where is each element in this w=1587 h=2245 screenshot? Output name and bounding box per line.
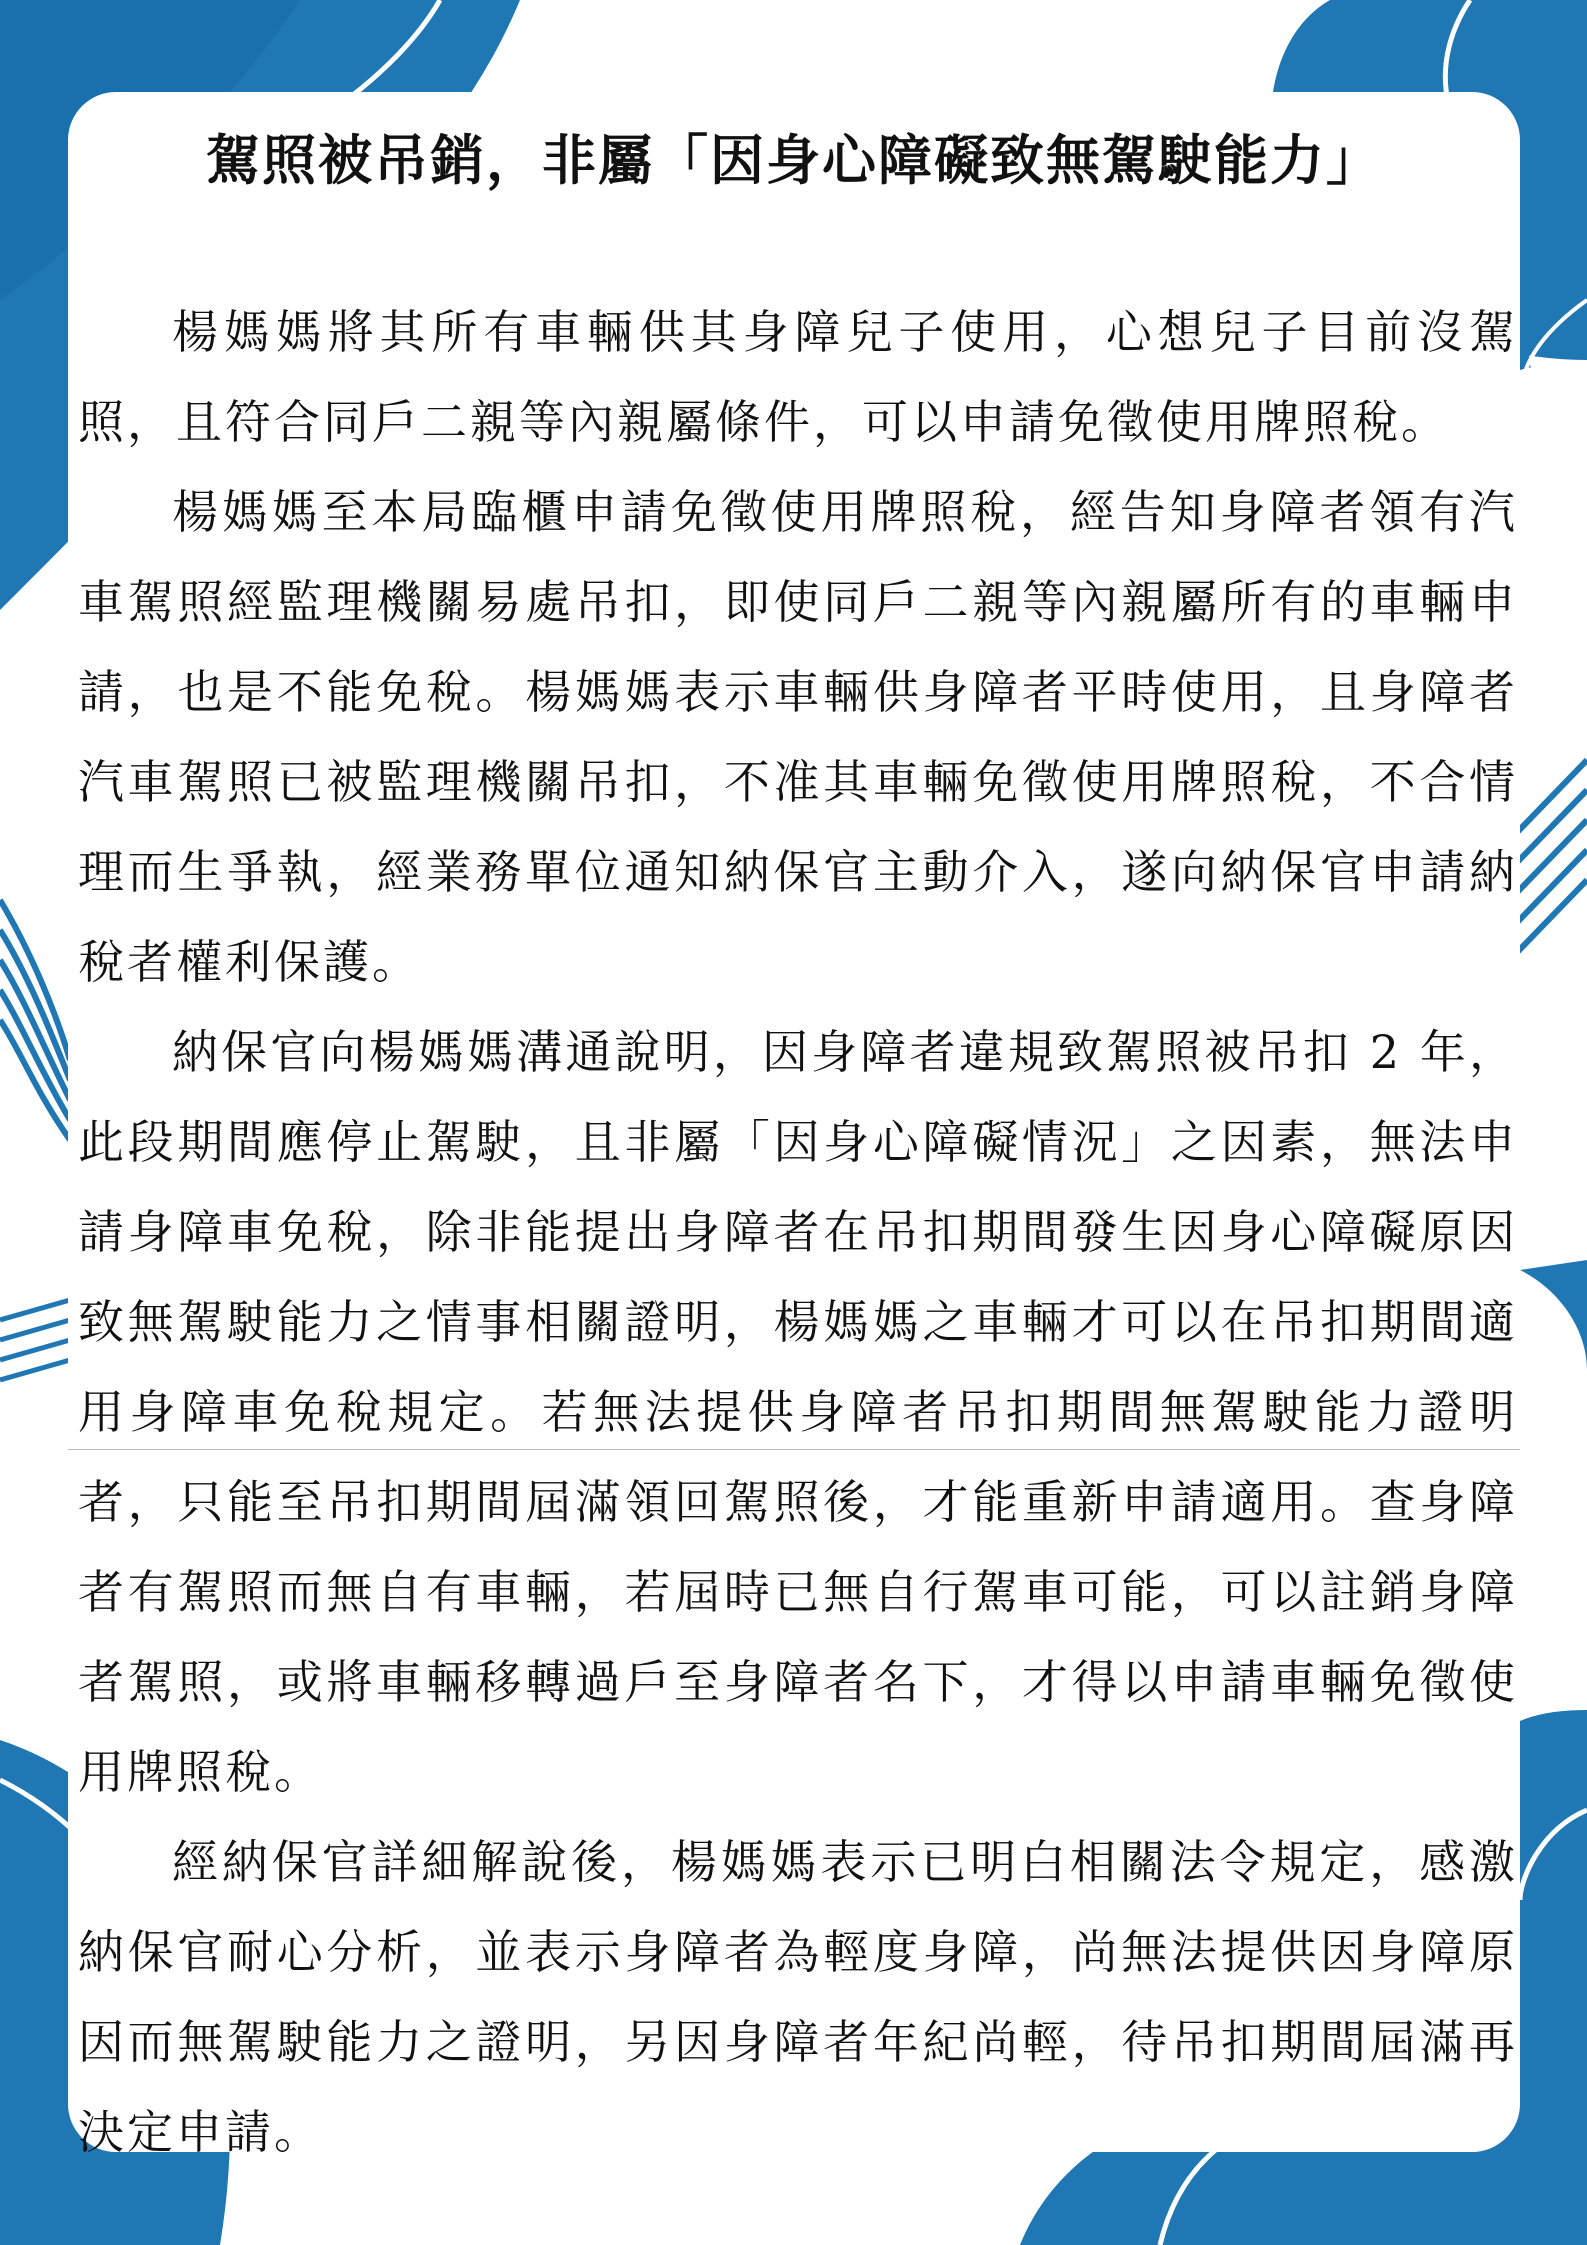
- paragraph-4: 經納保官詳細解說後，楊媽媽表示已明白相關法令規定，感激納保官耐心分析，並表示身障者為輕度身障，尚無法提供因身障原因而無駕駛能力之證明，另因身障者年紀尚輕，待吊扣期間屆滿再決定申請。: [78, 1835, 1518, 2159]
- content-card: [68, 92, 1520, 2159]
- paragraph-1: 楊媽媽將其所有車輛供其身障兒子使用，心想兒子目前沒駕照，且符合同戶二親等內親屬條件，可以申請免徵使用牌照稅。: [78, 305, 1518, 449]
- paragraph-2: 楊媽媽至本局臨櫃申請免徵使用牌照稅，經告知身障者領有汽車駕照經監理機關易處吊扣，即使同戶二親等內親屬所有的車輛申請，也是不能免稅。楊媽媽表示車輛供身障者平時使用，且身障者汽車駕照已被監理機關吊扣，不准其車輛免徵使用牌照稅，不合情理而生爭執，經業務單位通知納保官主動介入，遂向納保官申請納稅者權利保護。: [78, 485, 1518, 989]
- paragraph-3: 納保官向楊媽媽溝通說明，因身障者違規致駕照被吊扣 2 年，此段期間應停止駕駛，且非屬「因身心障礙情況」之因素，無法申請身障車免稅，除非能提出身障者在吊扣期間發生因身心障礙原因致無駕駛能力之情事相關證明，楊媽媽之車輛才可以在吊扣期間適用身障車免稅規定。若無法提供身障者吊扣期間無駕駛能力證明者，只能至吊扣期間屆滿領回駕照後，才能重新申請適用。查身障者有駕照而無自有車輛，若屆時已無自行駕車可能，可以註銷身障者駕照，或將車輛移轉過戶至身障者名下，才得以申請車輛免徵使用牌照稅。: [78, 1025, 1518, 1799]
- horizontal-divider: [68, 1449, 1520, 1450]
- page-title: 駕照被吊銷，非屬「因身心障礙致無駕駛能力」: [206, 128, 1382, 192]
- article-body: [78, 287, 1518, 2177]
